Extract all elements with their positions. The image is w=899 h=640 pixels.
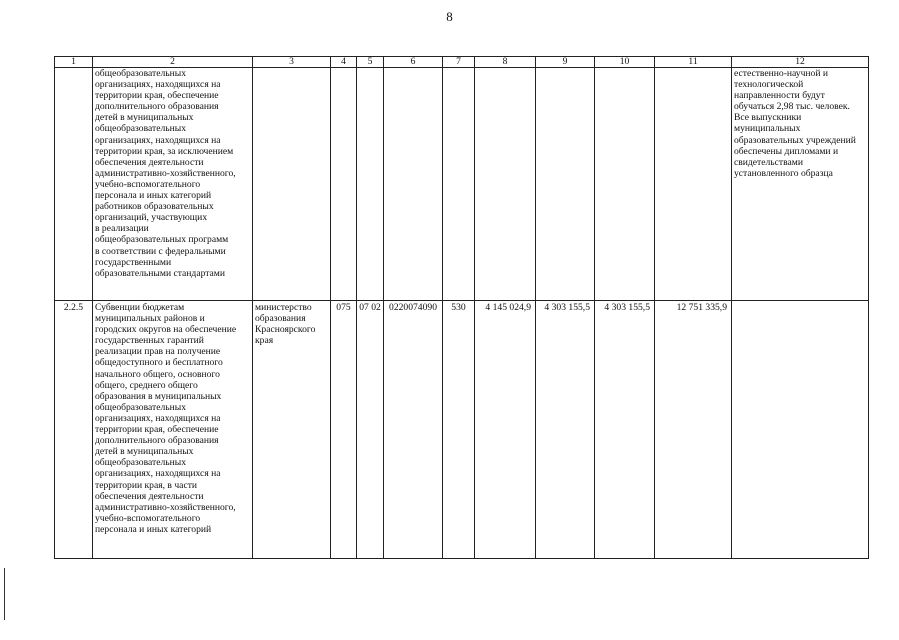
budget-table [54, 56, 869, 559]
text-line: организациях, находящихся на [95, 79, 221, 91]
cell-description [93, 68, 253, 301]
text-line: персонала и иных категорий [95, 523, 212, 535]
text-line: технологической [734, 79, 804, 91]
text-line: образовательными стандартами [95, 267, 226, 279]
text-line: реализации прав на получение [95, 346, 221, 358]
text-line: государственными [95, 256, 172, 268]
cell-num: 2.2.5 [55, 301, 93, 559]
text-line: учебно-вспомогательного [95, 178, 201, 190]
cell-year-2 [536, 68, 595, 301]
column-header: 12 [732, 57, 869, 68]
text-line: организациях, находящихся на [95, 468, 221, 480]
text-line: детей в муниципальных [95, 112, 194, 124]
column-header: 6 [384, 57, 443, 68]
table-row-2-2-5 [55, 301, 869, 559]
cell-result [732, 68, 869, 301]
table-row-continued [55, 68, 869, 301]
cell-year-1 [475, 68, 536, 301]
text-line: административно-хозяйственного, [95, 167, 236, 179]
cell-kcsr [384, 68, 443, 301]
text-line: обеспечения деятельности [95, 156, 204, 168]
cell-year-1: 4 145 024,9 [475, 301, 536, 559]
text-line: общеобразовательных программ [95, 234, 229, 246]
text-line: естественно-научной и [734, 68, 829, 79]
text-line: административно-хозяйственного, [95, 501, 236, 513]
text-line: территории края, за исключением [95, 145, 234, 157]
column-header: 7 [443, 57, 475, 68]
text-line: в реализации [95, 223, 149, 235]
cell-num [55, 68, 93, 301]
text-line: Субвенции бюджетам [95, 302, 185, 313]
text-line: обеспечения деятельности [95, 490, 204, 502]
text-line: края [255, 335, 274, 347]
text-line: Все выпускники [734, 112, 802, 124]
cell-executor [253, 301, 331, 559]
text-line: Красноярского [255, 324, 316, 336]
text-line: общеобразовательных [95, 457, 186, 469]
text-line: государственных гарантий [95, 335, 204, 347]
text-line: установленного образца [734, 167, 833, 179]
text-line: в соответствии с федеральными [95, 245, 226, 257]
column-header: 3 [253, 57, 331, 68]
text-line: учебно-вспомогательного [95, 512, 201, 524]
cell-total [655, 68, 732, 301]
text-line: образования в муниципальных [95, 390, 222, 402]
text-line: организациях, находящихся на [95, 412, 221, 424]
cell-year-2: 4 303 155,5 [536, 301, 595, 559]
text-line: общеобразовательных [95, 123, 186, 135]
cell-kcsr: 0220074090 [384, 301, 443, 559]
text-line: министерство [255, 302, 312, 313]
column-header: 1 [55, 57, 93, 68]
text-line: свидетельствами [734, 156, 803, 168]
cell-grbs [331, 68, 357, 301]
cell-executor [253, 68, 331, 301]
cell-result [732, 301, 869, 559]
text-line: муниципальных районов и [95, 313, 205, 325]
text-line: общеобразовательных [95, 401, 186, 413]
text-line: общеобразовательных [95, 68, 186, 79]
text-line: дополнительного образования [95, 435, 219, 447]
text-line: муниципальных [734, 123, 801, 135]
cell-year-3: 4 303 155,5 [595, 301, 655, 559]
cell-kvr [443, 68, 475, 301]
table-header-row [55, 57, 869, 68]
column-header: 9 [536, 57, 595, 68]
cell-section [357, 68, 384, 301]
margin-mark [4, 568, 5, 620]
cell-grbs: 075 [331, 301, 357, 559]
cell-section: 07 02 [357, 301, 384, 559]
text-line: общего, среднего общего [95, 379, 198, 391]
text-line: организаций, участвующих [95, 212, 208, 224]
text-line: образовательных учреждений [734, 134, 856, 146]
column-header: 5 [357, 57, 384, 68]
cell-total: 12 751 335,9 [655, 301, 732, 559]
column-header: 2 [93, 57, 253, 68]
column-header: 11 [655, 57, 732, 68]
cell-year-3 [595, 68, 655, 301]
text-line: работников образовательных [95, 201, 214, 213]
column-header: 4 [331, 57, 357, 68]
text-line: территории края, в части [95, 479, 198, 491]
text-line: направленности будут [734, 90, 825, 102]
text-line: персонала и иных категорий [95, 190, 212, 202]
text-line: территории края, обеспечение [95, 90, 219, 102]
text-line: образования [255, 313, 306, 325]
text-line: обеспечены дипломами и [734, 145, 839, 157]
text-line: обучаться 2,98 тыс. человек. [734, 101, 850, 113]
text-line: дополнительного образования [95, 101, 219, 113]
cell-kvr: 530 [443, 301, 475, 559]
page-number: 8 [446, 9, 453, 24]
text-line: начального общего, основного [95, 368, 220, 380]
text-line: общедоступного и бесплатного [95, 357, 223, 369]
text-line: территории края, обеспечение [95, 424, 219, 436]
text-line: городских округов на обеспечение [95, 324, 237, 336]
cell-description [93, 301, 253, 559]
text-line: детей в муниципальных [95, 446, 194, 458]
text-line: организациях, находящихся на [95, 134, 221, 146]
column-header: 10 [595, 57, 655, 68]
column-header: 8 [475, 57, 536, 68]
